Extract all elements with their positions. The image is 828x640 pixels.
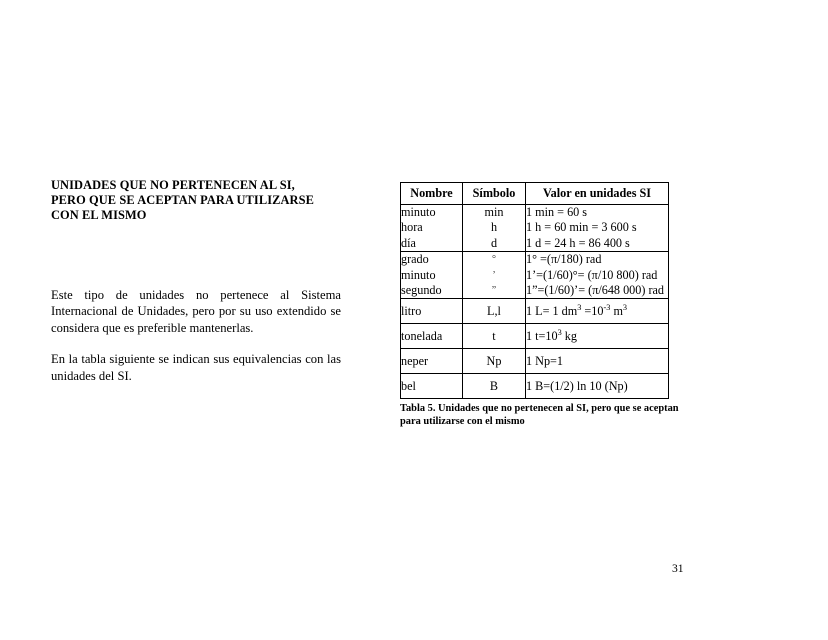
cell-simbolo: Np [463,349,526,374]
body-copy [51,287,341,385]
left-text-column [51,178,341,385]
column-header-simbolo: Símbolo [463,183,526,205]
nombre-line: día [401,235,416,250]
valor-part: 1 L= 1 dm [526,303,578,318]
body-paragraph: Este tipo de unidades no pertenece al Sistema Internacional de Unidades, pero por su uso extendido se considera que es preferible mantenerlas. [51,287,341,335]
units-table [400,182,669,399]
table-caption-line-1: Tabla 5. Unidades que no pertenecen al SI, pero que se aceptan [400,403,679,414]
table-row [401,252,669,299]
valor-part: kg [561,328,577,343]
table-row [401,205,669,252]
cell-nombre [401,205,463,252]
cell-valor [526,205,669,252]
valor-exponent: -3 [603,302,611,312]
nombre-line: segundo [401,283,442,298]
cell-simbolo: L,l [463,299,526,324]
column-header-valor: Valor en unidades SI [526,183,669,205]
double-prime-symbol: ” [491,285,497,297]
units-table-container [400,182,668,399]
simbolo-line: min [484,205,504,219]
cell-valor: 1 B=(1/2) ln 10 (Np) [526,374,669,399]
table-row [401,299,669,324]
cell-valor [526,299,669,324]
table-header-row [401,183,669,205]
valor-line: 1 d = 24 h = 86 400 s [526,235,630,250]
nombre-line: minuto [401,267,436,282]
cell-nombre: litro [401,299,463,324]
valor-line: 1 h = 60 min = 3 600 s [526,220,637,235]
degree-symbol: ° [492,254,496,266]
cell-simbolo [463,252,526,299]
valor-part: 1 t=10 [526,328,558,343]
page-number: 31 [672,562,684,575]
section-heading-line-3: CON EL MISMO [51,208,147,223]
cell-nombre [401,252,463,299]
cell-simbolo: B [463,374,526,399]
cell-valor: 1 Np=1 [526,349,669,374]
cell-valor [526,252,669,299]
cell-simbolo: t [463,324,526,349]
prime-symbol: ’ [492,269,496,281]
body-paragraph: En la tabla siguiente se indican sus equivalencias con las unidades del SI. [51,352,341,383]
cell-nombre: bel [401,374,463,399]
valor-line: 1° =(π/180) rad [526,252,602,267]
valor-line: 1’=(1/60)°= (π/10 800) rad [526,267,658,282]
section-heading-line-1: UNIDADES QUE NO PERTENECEN AL SI, [51,178,295,192]
valor-exponent: 3 [622,302,628,312]
valor-line: 1 min = 60 s [526,205,588,219]
section-heading [51,178,341,224]
valor-part: m [610,303,623,318]
table-row [401,324,669,349]
cell-valor [526,324,669,349]
cell-nombre: tonelada [401,324,463,349]
table-row [401,374,669,399]
valor-exponent: 3 [577,302,582,312]
cell-simbolo [463,205,526,252]
valor-exponent: 3 [557,327,562,337]
table-caption [400,403,680,428]
nombre-line: minuto [401,205,436,219]
simbolo-line: h [490,220,498,235]
valor-part: =10 [581,303,604,318]
nombre-line: hora [401,220,423,235]
section-heading-line-2: PERO QUE SE ACEPTAN PARA UTILIZARSE [51,193,314,208]
valor-line: 1”=(1/60)’= (π/648 000) rad [526,283,665,298]
table-caption-line-2: para utilizarse con el mismo [400,415,525,427]
column-header-nombre: Nombre [401,183,463,205]
nombre-line: grado [401,252,429,267]
cell-nombre: neper [401,349,463,374]
simbolo-line: d [490,235,498,250]
table-row [401,349,669,374]
